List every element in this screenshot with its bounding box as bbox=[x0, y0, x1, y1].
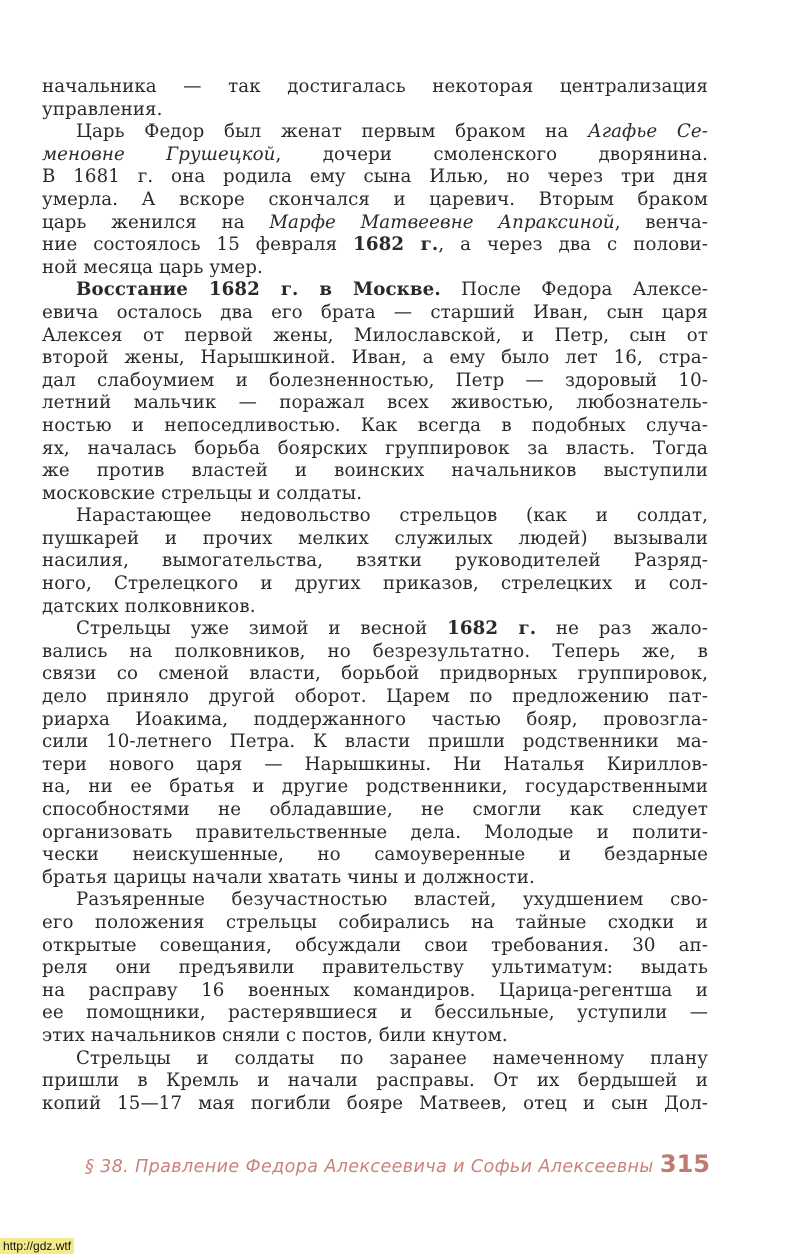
paragraph-start-line bbox=[42, 279, 708, 302]
body-text bbox=[42, 76, 708, 1115]
text-line bbox=[42, 935, 708, 958]
text-line bbox=[42, 980, 708, 1003]
text-line bbox=[42, 844, 708, 867]
text-segment: насилия, вымогательства, взятки руководителей Разряд- bbox=[42, 550, 708, 572]
text-segment: ях, началась борьба боярских группировок за власть. Тогда bbox=[42, 437, 708, 459]
italic-text: Агафье Се- bbox=[587, 121, 708, 143]
text-line bbox=[42, 1093, 708, 1116]
text-line bbox=[42, 257, 708, 280]
text-line bbox=[42, 212, 708, 235]
text-line bbox=[42, 754, 708, 777]
text-segment: его положения стрельцы собирались на тайные сходки и bbox=[42, 911, 708, 933]
text-line bbox=[42, 663, 708, 686]
text-segment: ной месяца царь умер. bbox=[42, 256, 263, 278]
text-line bbox=[42, 799, 708, 822]
text-segment: В 1681 г. она родила ему сына Илью, но через три дня bbox=[42, 166, 708, 188]
text-segment: способностями не обладавшие, не смогли как следует bbox=[42, 799, 708, 820]
text-line bbox=[42, 99, 708, 122]
text-segment: Алексея от первой жены, Милославской, и Петр, сын от bbox=[42, 324, 708, 346]
text-line bbox=[42, 776, 708, 799]
text-segment: начальника — так достигалась некоторая централизация bbox=[42, 76, 708, 97]
text-line bbox=[42, 76, 708, 99]
text-segment: московские стрельцы и солдаты. bbox=[42, 482, 363, 504]
text-segment: Царь Федор был женат первым браком на bbox=[76, 121, 588, 143]
text-segment: сили 10-летнего Петра. К власти пришли родственники ма- bbox=[42, 731, 708, 753]
text-segment: умерла. А вскоре скончался и царевич. Вторым браком bbox=[42, 188, 708, 210]
text-segment: ние состоялось 15 февраля bbox=[42, 234, 354, 256]
text-line bbox=[42, 867, 708, 890]
text-line bbox=[42, 550, 708, 573]
text-segment: Разъяренные безучастностью властей, ухудшением сво- bbox=[76, 889, 708, 911]
text-line bbox=[42, 415, 708, 438]
italic-text: меновне Грушецкой bbox=[42, 143, 276, 165]
text-segment: второй жены, Нарышкиной. Иван, а ему было лет 16, стра- bbox=[42, 347, 708, 369]
text-line bbox=[42, 686, 708, 709]
text-segment: братья царицы начали хватать чины и должности. bbox=[42, 866, 535, 888]
text-segment: копий 15—17 мая погибли бояре Матвеев, отец и сын Дол- bbox=[42, 1092, 708, 1114]
text-line bbox=[42, 325, 708, 348]
text-line bbox=[42, 573, 708, 596]
text-segment: реля они предъявили правительству ультиматум: выдать bbox=[42, 957, 708, 979]
text-line bbox=[42, 596, 708, 619]
text-segment: не раз жало- bbox=[536, 618, 708, 640]
text-line bbox=[42, 302, 708, 325]
text-line bbox=[42, 189, 708, 212]
paragraph-start-line bbox=[42, 121, 708, 144]
text-segment: , дочери смоленского дворянина. bbox=[275, 143, 709, 165]
paragraph-start-line bbox=[42, 618, 708, 641]
text-segment: евича осталось два его брата — старший Иван, сын царя bbox=[42, 301, 708, 323]
text-segment: ного, Стрелецкого и других приказов, стрелецких и сол- bbox=[42, 573, 708, 595]
text-line bbox=[42, 392, 708, 415]
running-title: § 38. Правление Федора Алексеевича и Софьи Алексеевны bbox=[85, 1157, 654, 1177]
bold-text: Восстание 1682 г. в Москве. bbox=[76, 279, 441, 301]
text-segment: этих начальников сняли с постов, били кнутом. bbox=[42, 1024, 508, 1046]
text-segment: риарха Иоакима, поддержанного частью бояр, провозгла- bbox=[42, 708, 708, 730]
text-line bbox=[42, 347, 708, 370]
text-segment: летний мальчик — поражал всех живостью, любознатель- bbox=[42, 392, 708, 414]
text-line bbox=[42, 370, 708, 393]
bold-text: 1682 г. bbox=[447, 618, 537, 640]
text-line bbox=[42, 483, 708, 506]
text-segment: ностью и непоседливостью. Как всегда в подобных случа- bbox=[42, 414, 708, 436]
text-line bbox=[42, 1070, 708, 1093]
text-line bbox=[42, 144, 708, 167]
text-line bbox=[42, 1025, 708, 1048]
text-segment: , а через два с полови- bbox=[438, 234, 709, 256]
text-segment: пушкарей и прочих мелких служилых людей) вызывали bbox=[42, 527, 708, 549]
text-segment: дело приняло другой оборот. Царем по предложению пат- bbox=[42, 686, 708, 708]
bold-text: 1682 г. bbox=[353, 234, 439, 256]
text-line bbox=[42, 641, 708, 664]
text-line bbox=[42, 912, 708, 935]
text-segment: ее помощники, растерявшиеся и бессильные, уступили — bbox=[42, 1002, 708, 1024]
text-segment: датских полковников. bbox=[42, 595, 256, 617]
text-segment: , венча- bbox=[614, 211, 708, 233]
text-line bbox=[42, 822, 708, 845]
text-segment: же против властей и воинских начальников выступили bbox=[42, 460, 708, 482]
text-segment: тери нового царя — Нарышкины. Ни Наталья Кириллов- bbox=[42, 753, 708, 775]
text-segment: на, ни ее братья и другие родственники, государственными bbox=[42, 776, 708, 798]
text-segment: дал слабоумием и болезненностью, Петр — здоровый 10- bbox=[42, 369, 708, 391]
paragraph-start-line bbox=[42, 889, 708, 912]
text-segment: связи со сменой власти, борьбой придворных группировок, bbox=[42, 663, 708, 685]
text-segment: царь женился на bbox=[42, 211, 270, 233]
text-segment: Стрельцы уже зимой и весной bbox=[76, 618, 448, 640]
text-segment: открытые совещания, обсуждали свои требования. 30 ап- bbox=[42, 934, 708, 956]
paragraph-start-line bbox=[42, 1048, 708, 1071]
italic-text: Марфе Матвеевне Апраксиной bbox=[269, 211, 615, 233]
text-segment: Стрельцы и солдаты по заранее намеченному плану bbox=[76, 1047, 708, 1069]
text-line bbox=[42, 528, 708, 551]
paragraph-start-line bbox=[42, 505, 708, 528]
text-line bbox=[42, 166, 708, 189]
text-segment: на расправу 16 военных командиров. Царица-регентша и bbox=[42, 979, 708, 1001]
page-footer bbox=[85, 1150, 710, 1178]
page-number: 315 bbox=[659, 1150, 710, 1178]
text-segment: организовать правительственные дела. Молодые и полити- bbox=[42, 821, 708, 843]
text-line bbox=[42, 234, 708, 257]
text-line bbox=[42, 731, 708, 754]
text-line bbox=[42, 438, 708, 461]
text-line bbox=[42, 957, 708, 980]
text-line bbox=[42, 460, 708, 483]
text-segment: пришли в Кремль и начали расправы. От их бердышей и bbox=[42, 1070, 708, 1092]
text-segment: чески неискушенные, но самоуверенные и бездарные bbox=[42, 844, 708, 866]
text-segment: вались на полковников, но безрезультатно. Теперь же, в bbox=[42, 640, 708, 662]
text-segment: управления. bbox=[42, 98, 163, 120]
text-segment: Нарастающее недовольство стрельцов (как и солдат, bbox=[76, 505, 708, 527]
watermark-link[interactable]: http://gdz.wtf bbox=[0, 1238, 74, 1254]
text-line bbox=[42, 1002, 708, 1025]
text-segment: После Федора Алексе- bbox=[440, 279, 708, 301]
text-line bbox=[42, 709, 708, 732]
